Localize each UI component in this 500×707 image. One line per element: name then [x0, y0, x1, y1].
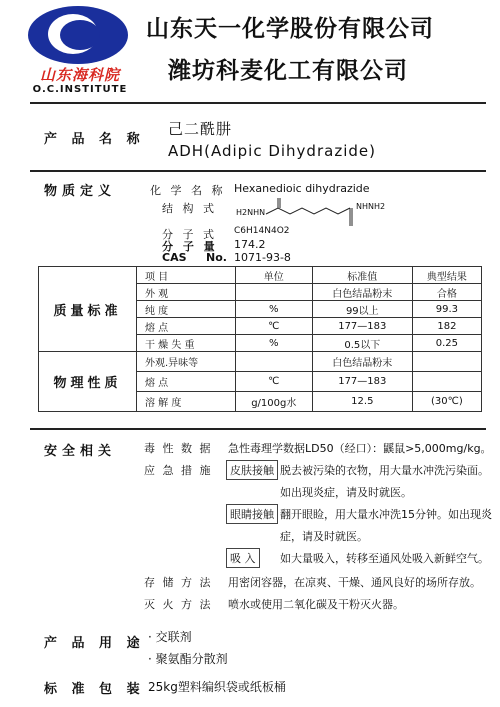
storage-text: 用密闭容器，在凉爽、干燥、通风良好的场所存放。	[228, 576, 481, 589]
table-cell	[412, 352, 481, 372]
packaging-label: 标 准 包 装	[44, 682, 145, 697]
table-cell: 熔 点	[137, 318, 236, 335]
eye-contact-text-2: 症，请及时就医。	[280, 530, 368, 543]
table-cell: 白色结晶粉末	[312, 284, 412, 301]
quality-section-label: 质量标准	[39, 267, 137, 352]
table-header: 典型结果	[412, 267, 481, 284]
mw-label: 分 子 量	[162, 240, 218, 253]
table-cell: 白色结晶粉末	[312, 352, 412, 372]
chem-name-label: 化 学 名 称	[150, 184, 226, 197]
table-cell: 0.25	[412, 335, 481, 352]
table-cell: 177—183	[312, 318, 412, 335]
structure-right-group: NHNH2	[356, 202, 386, 211]
usage-label: 产 品 用 途	[44, 636, 145, 651]
table-cell: ℃	[235, 318, 312, 335]
safety-section-label: 安全相关	[44, 444, 117, 459]
toxicity-label: 毒 性 数 据	[144, 442, 213, 455]
physical-section-label: 物理性质	[39, 352, 137, 412]
table-cell: 182	[412, 318, 481, 335]
skin-contact-label	[226, 460, 278, 480]
table-cell: 外观.异味等	[137, 352, 236, 372]
table-cell: %	[235, 335, 312, 352]
table-cell: g/100g水	[235, 392, 312, 412]
table-header: 项 目	[137, 267, 236, 284]
specification-table	[38, 266, 482, 412]
table-cell	[235, 352, 312, 372]
table-header: 单位	[235, 267, 312, 284]
logo-english-text: O.C.INSTITUTE	[32, 84, 128, 95]
table-cell: 0.5以下	[312, 335, 412, 352]
table-header: 标准值	[312, 267, 412, 284]
inhale-label	[226, 548, 260, 568]
skin-contact-text-2: 如出现炎症，请及时就医。	[280, 486, 412, 499]
table-cell: 99以上	[312, 301, 412, 318]
section-divider	[30, 170, 486, 172]
inhale-text: 如大量吸入，转移至通风处吸入新鲜空气。	[280, 552, 489, 565]
table-cell: 12.5	[312, 392, 412, 412]
structure-left-group: H2NHN	[236, 208, 266, 217]
structure-label: 结 构 式	[162, 202, 217, 215]
table-cell	[412, 372, 481, 392]
formula-label: 分 子 式	[162, 228, 217, 241]
usage-item: · 聚氨酯分散剂	[148, 652, 228, 666]
table-cell: %	[235, 301, 312, 318]
product-name-en: ADH(Adipic Dihydrazide)	[168, 142, 376, 160]
mw-value: 174.2	[234, 238, 266, 251]
table-cell: 合格	[412, 284, 481, 301]
company-name-2: 潍坊科麦化工有限公司	[168, 58, 408, 84]
emergency-label: 应 急 措 施	[144, 464, 213, 477]
storage-label: 存 储 方 法	[144, 576, 213, 589]
chem-name-value: Hexanedioic dihydrazide	[234, 182, 370, 195]
section-divider	[30, 428, 486, 430]
formula-value: C6H14N4O2	[234, 226, 290, 236]
table-row	[39, 352, 482, 372]
skin-contact-text-1: 脱去被污染的衣物，用大量水冲洗污染面。	[280, 464, 489, 477]
product-name-cn: 己二酰肼	[168, 120, 233, 138]
logo-swoosh-inner	[60, 20, 100, 50]
table-cell: ℃	[235, 372, 312, 392]
toxicity-value: 急性毒理学数据LD50（经口）：鼷鼠>5,000mg/kg。	[228, 442, 492, 455]
table-cell: 干 燥 失 重	[137, 335, 236, 352]
table-cell	[235, 284, 312, 301]
table-cell: (30℃)	[412, 392, 481, 412]
eye-contact-label	[226, 504, 278, 524]
table-cell: 99.3	[412, 301, 481, 318]
table-cell: 177—183	[312, 372, 412, 392]
usage-item: · 交联剂	[148, 630, 192, 644]
company-logo	[14, 4, 142, 96]
table-cell: 熔 点	[137, 372, 236, 392]
cas-no-label: No.	[206, 251, 227, 264]
inhale-box: 吸 入	[226, 548, 260, 568]
fire-label: 灭 火 方 法	[144, 598, 213, 611]
eye-contact-text-1: 翻开眼睑，用大量水冲洗15分钟。如出现炎	[280, 508, 492, 521]
cas-label: CAS	[162, 251, 187, 264]
skin-contact-box: 皮肤接触	[226, 460, 278, 480]
company-name-1: 山东天一化学股份有限公司	[146, 16, 434, 42]
table-cell: 溶 解 度	[137, 392, 236, 412]
packaging-text: 25kg塑料编织袋或纸板桶	[148, 680, 286, 694]
cas-value: 1071-93-8	[234, 251, 291, 264]
product-name-label: 产 品 名 称	[44, 132, 145, 147]
table-cell: 纯 度	[137, 301, 236, 318]
fire-text: 喷水或使用二氧化碳及干粉灭火器。	[228, 598, 404, 611]
header-divider	[30, 102, 486, 104]
table-cell: 外 观	[137, 284, 236, 301]
eye-contact-box: 眼睛接触	[226, 504, 278, 524]
logo-chinese-text: 山东海科院	[39, 66, 120, 84]
table-header-row	[39, 267, 482, 284]
definition-section-label: 物质定义	[44, 184, 117, 199]
